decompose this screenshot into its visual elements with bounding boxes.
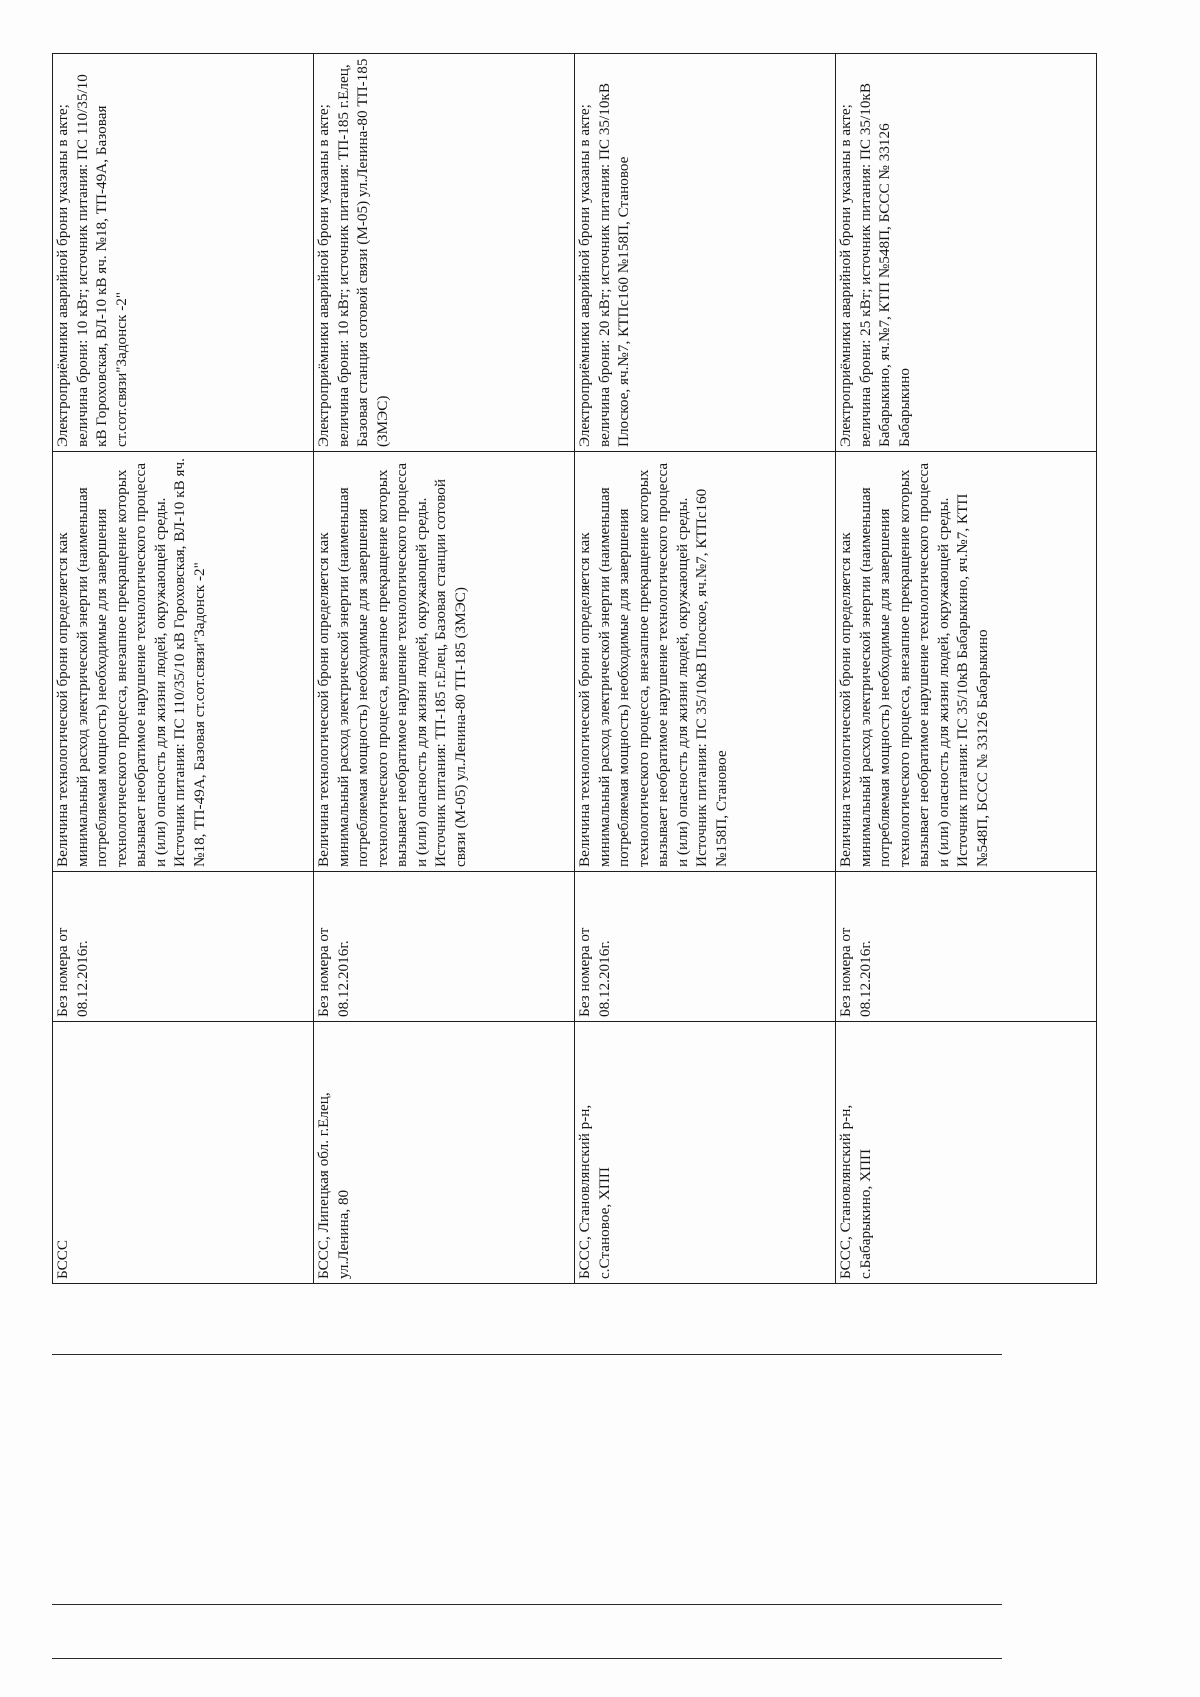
act-cell [575, 872, 836, 1022]
technological-reserve-cell [314, 452, 575, 872]
object-cell [53, 1022, 314, 1284]
technological-reserve-cell [53, 452, 314, 872]
rotated-table-wrapper [52, 54, 1097, 1284]
table-row [314, 54, 575, 1284]
technological-reserve-text: Величина технологической брони определяется как минимальный расход электрической энергии (наименьшая потребляемая мощность) необходимые для завершения технологического процесса, внезапное прекращение которых вызывает необратимое нарушение технологического процесса и (или) опасность для жизни людей, окружающей среды. Источник питания: ПС 110/35/10 кВ Гороховская, ВЛ-10 кВ яч. №18, ТП-49А, Базовая ст.сот.связи"Задонск -2" [54, 458, 208, 867]
emergency-reserve-cell [314, 54, 575, 452]
act-cell [53, 872, 314, 1022]
act-text: Без номера от 08.12.2016г. [837, 927, 874, 1017]
object-cell [314, 1022, 575, 1284]
emergency-reserve-text: Электроприёмники аварийной брони указаны в акте; величина брони: 20 кВт; источник питания: ПС 35/10кВ Плоское, яч.№7, КТПс160 №158П, Становое [576, 83, 632, 447]
technological-reserve-text: Величина технологической брони определяется как минимальный расход электрической энергии (наименьшая потребляемая мощность) необходимые для завершения технологического процесса, внезапное прекращение которых вызывает необратимое нарушение технологического процесса и (или) опасность для жизни людей, окружающей среды. Источник питания: ПС 35/10кВ Бабарыкино, яч.№7, КТП №548П, БССС № 33126 Бабарыкино [837, 462, 991, 867]
object-text: БССС [54, 1239, 71, 1279]
act-text: Без номера от 08.12.2016г. [54, 927, 91, 1017]
act-text: Без номера от 08.12.2016г. [315, 927, 352, 1017]
footer-rule [52, 1354, 1002, 1355]
table-row [575, 54, 836, 1284]
emergency-reserve-text: Электроприёмники аварийной брони указаны в акте; величина брони: 25 кВт; источник питания: ПС 35/10кВ Бабарыкино, яч.№7, КТП №548П, БССС № 33126 Бабарыкино [837, 83, 913, 447]
footer-rule [52, 1604, 1002, 1605]
act-cell [836, 872, 1097, 1022]
object-text: БССС, Становлянский р-н, с.Становое, ХПП [576, 1104, 613, 1279]
object-text: БССС, Становлянский р-н, с.Бабарыкино, ХПП [837, 1104, 874, 1279]
emergency-reserve-cell [575, 54, 836, 452]
object-text: БССС, Липецкая обл. г.Елец, ул.Ленина, 80 [315, 1092, 352, 1279]
technological-reserve-text: Величина технологической брони определяется как минимальный расход электрической энергии (наименьшая потребляемая мощность) необходимые для завершения технологического процесса, внезапное прекращение которых вызывает необратимое нарушение технологического процесса и (или) опасность для жизни людей, окружающей среды. Источник питания: ТП-185 г.Елец, Базовая станции сотовой связи (М-05) ул.Ленина-80 ТП-185 (ЗМЭС) [315, 462, 469, 867]
object-cell [836, 1022, 1097, 1284]
emergency-reserve-text: Электроприёмники аварийной брони указаны в акте; величина брони: 10 кВт; источник питания: ТП-185 г.Елец, Базовая станция сотовой связи (М-05) ул.Ленина-80 ТП-185 (ЗМЭС) [315, 58, 391, 447]
act-cell [314, 872, 575, 1022]
reservation-table [52, 53, 1097, 1284]
act-text: Без номера от 08.12.2016г. [576, 927, 613, 1017]
technological-reserve-text: Величина технологической брони определяется как минимальный расход электрической энергии (наименьшая потребляемая мощность) необходимые для завершения технологического процесса, внезапное прекращение которых вызывает необратимое нарушение технологического процесса и (или) опасность для жизни людей, окружающей среды. Источник питания: ПС 35/10кВ Плоское, яч.№7, КТПс160 №158П, Становое [576, 462, 730, 867]
table-row [53, 54, 314, 1284]
emergency-reserve-cell [836, 54, 1097, 452]
table-row [836, 54, 1097, 1284]
technological-reserve-cell [575, 452, 836, 872]
footer-rule [52, 1658, 1002, 1659]
object-cell [575, 1022, 836, 1284]
emergency-reserve-cell [53, 54, 314, 452]
technological-reserve-cell [836, 452, 1097, 872]
emergency-reserve-text: Электроприёмники аварийной брони указаны в акте; величина брони: 10 кВт; источник питания: ПС 110/35/10 кВ Гороховская, ВЛ-10 кВ яч. №18, ТП-49А, Базовая ст.сот.связи"Задонск -2" [54, 74, 130, 447]
